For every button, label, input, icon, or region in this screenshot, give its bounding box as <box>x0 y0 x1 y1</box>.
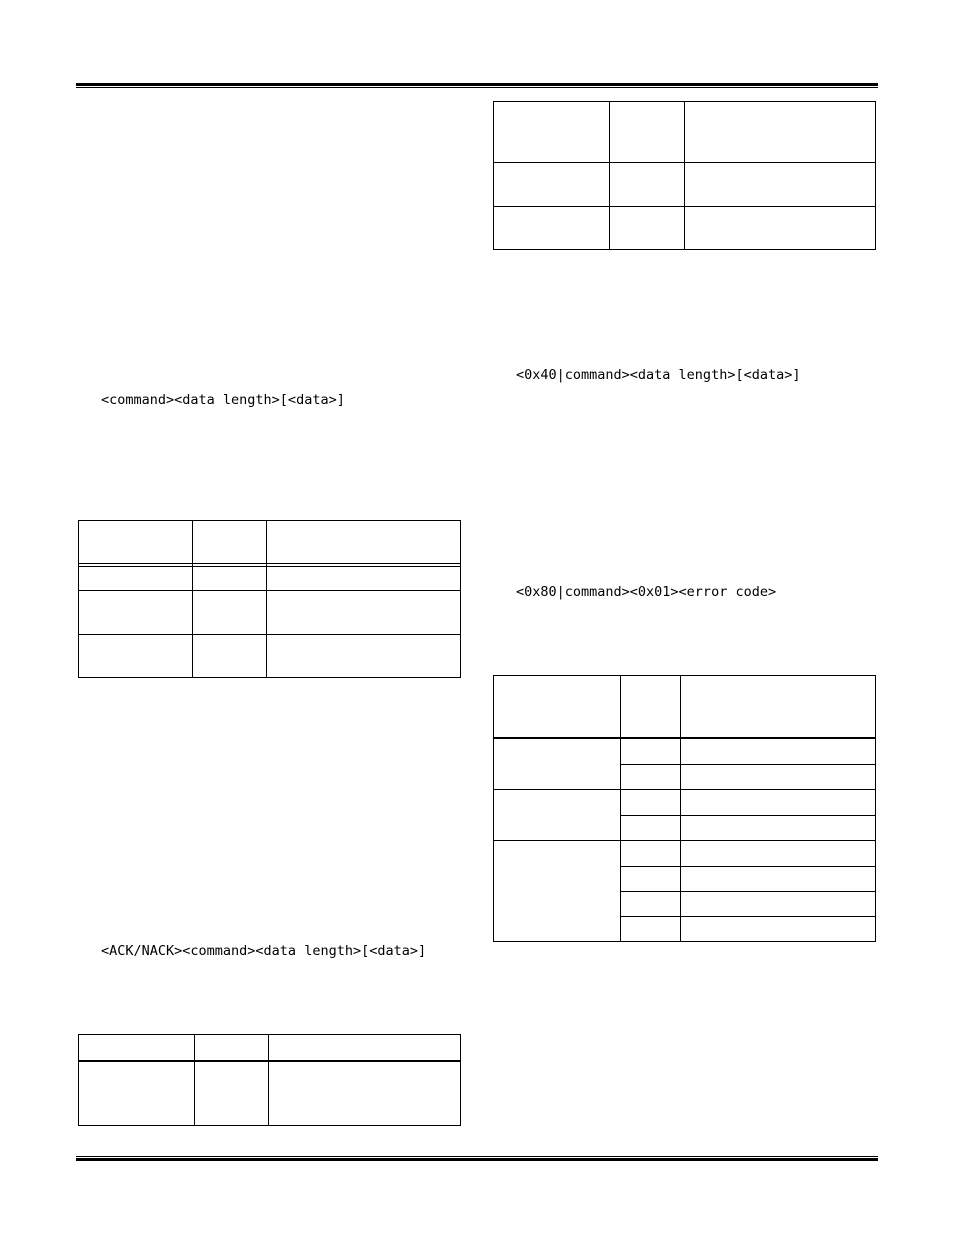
table-col-divider <box>620 676 621 941</box>
table-row-divider <box>79 563 460 564</box>
table-col-divider <box>609 102 610 249</box>
table-col-divider <box>680 676 681 941</box>
table-row-divider <box>620 815 875 816</box>
table-row-divider <box>79 566 460 567</box>
error-code-table <box>493 675 876 942</box>
table-row-divider <box>620 891 875 892</box>
table-col-divider <box>266 521 267 677</box>
table-row-divider <box>79 634 460 635</box>
top-rule-thin <box>76 87 878 88</box>
table-row-divider <box>494 789 875 790</box>
response-table <box>78 1034 461 1126</box>
table-row-divider <box>79 590 460 591</box>
response-format-code: <ACK/NACK><command><data length>[<data>] <box>101 943 427 959</box>
table-row-divider <box>494 737 875 739</box>
table-col-divider <box>194 1035 195 1125</box>
table-col-divider <box>192 521 193 677</box>
table-row-divider <box>620 764 875 765</box>
table-row-divider <box>79 1060 460 1062</box>
table-row-divider <box>494 840 875 841</box>
bottom-rule-thin <box>76 1156 878 1157</box>
table-row-divider <box>620 866 875 867</box>
command-format-code: <command><data length>[<data>] <box>101 392 345 408</box>
command-table <box>78 520 461 678</box>
table-col-divider <box>684 102 685 249</box>
top-rule-thick <box>76 83 878 86</box>
async-format-code: <0x40|command><data length>[<data>] <box>516 367 801 383</box>
table-row-divider <box>494 162 875 163</box>
error-format-code: <0x80|command><0x01><error code> <box>516 584 777 600</box>
table-col-divider <box>268 1035 269 1125</box>
table-row-divider <box>620 916 875 917</box>
status-table <box>493 101 876 250</box>
bottom-rule-thick <box>76 1158 878 1161</box>
table-row-divider <box>494 206 875 207</box>
